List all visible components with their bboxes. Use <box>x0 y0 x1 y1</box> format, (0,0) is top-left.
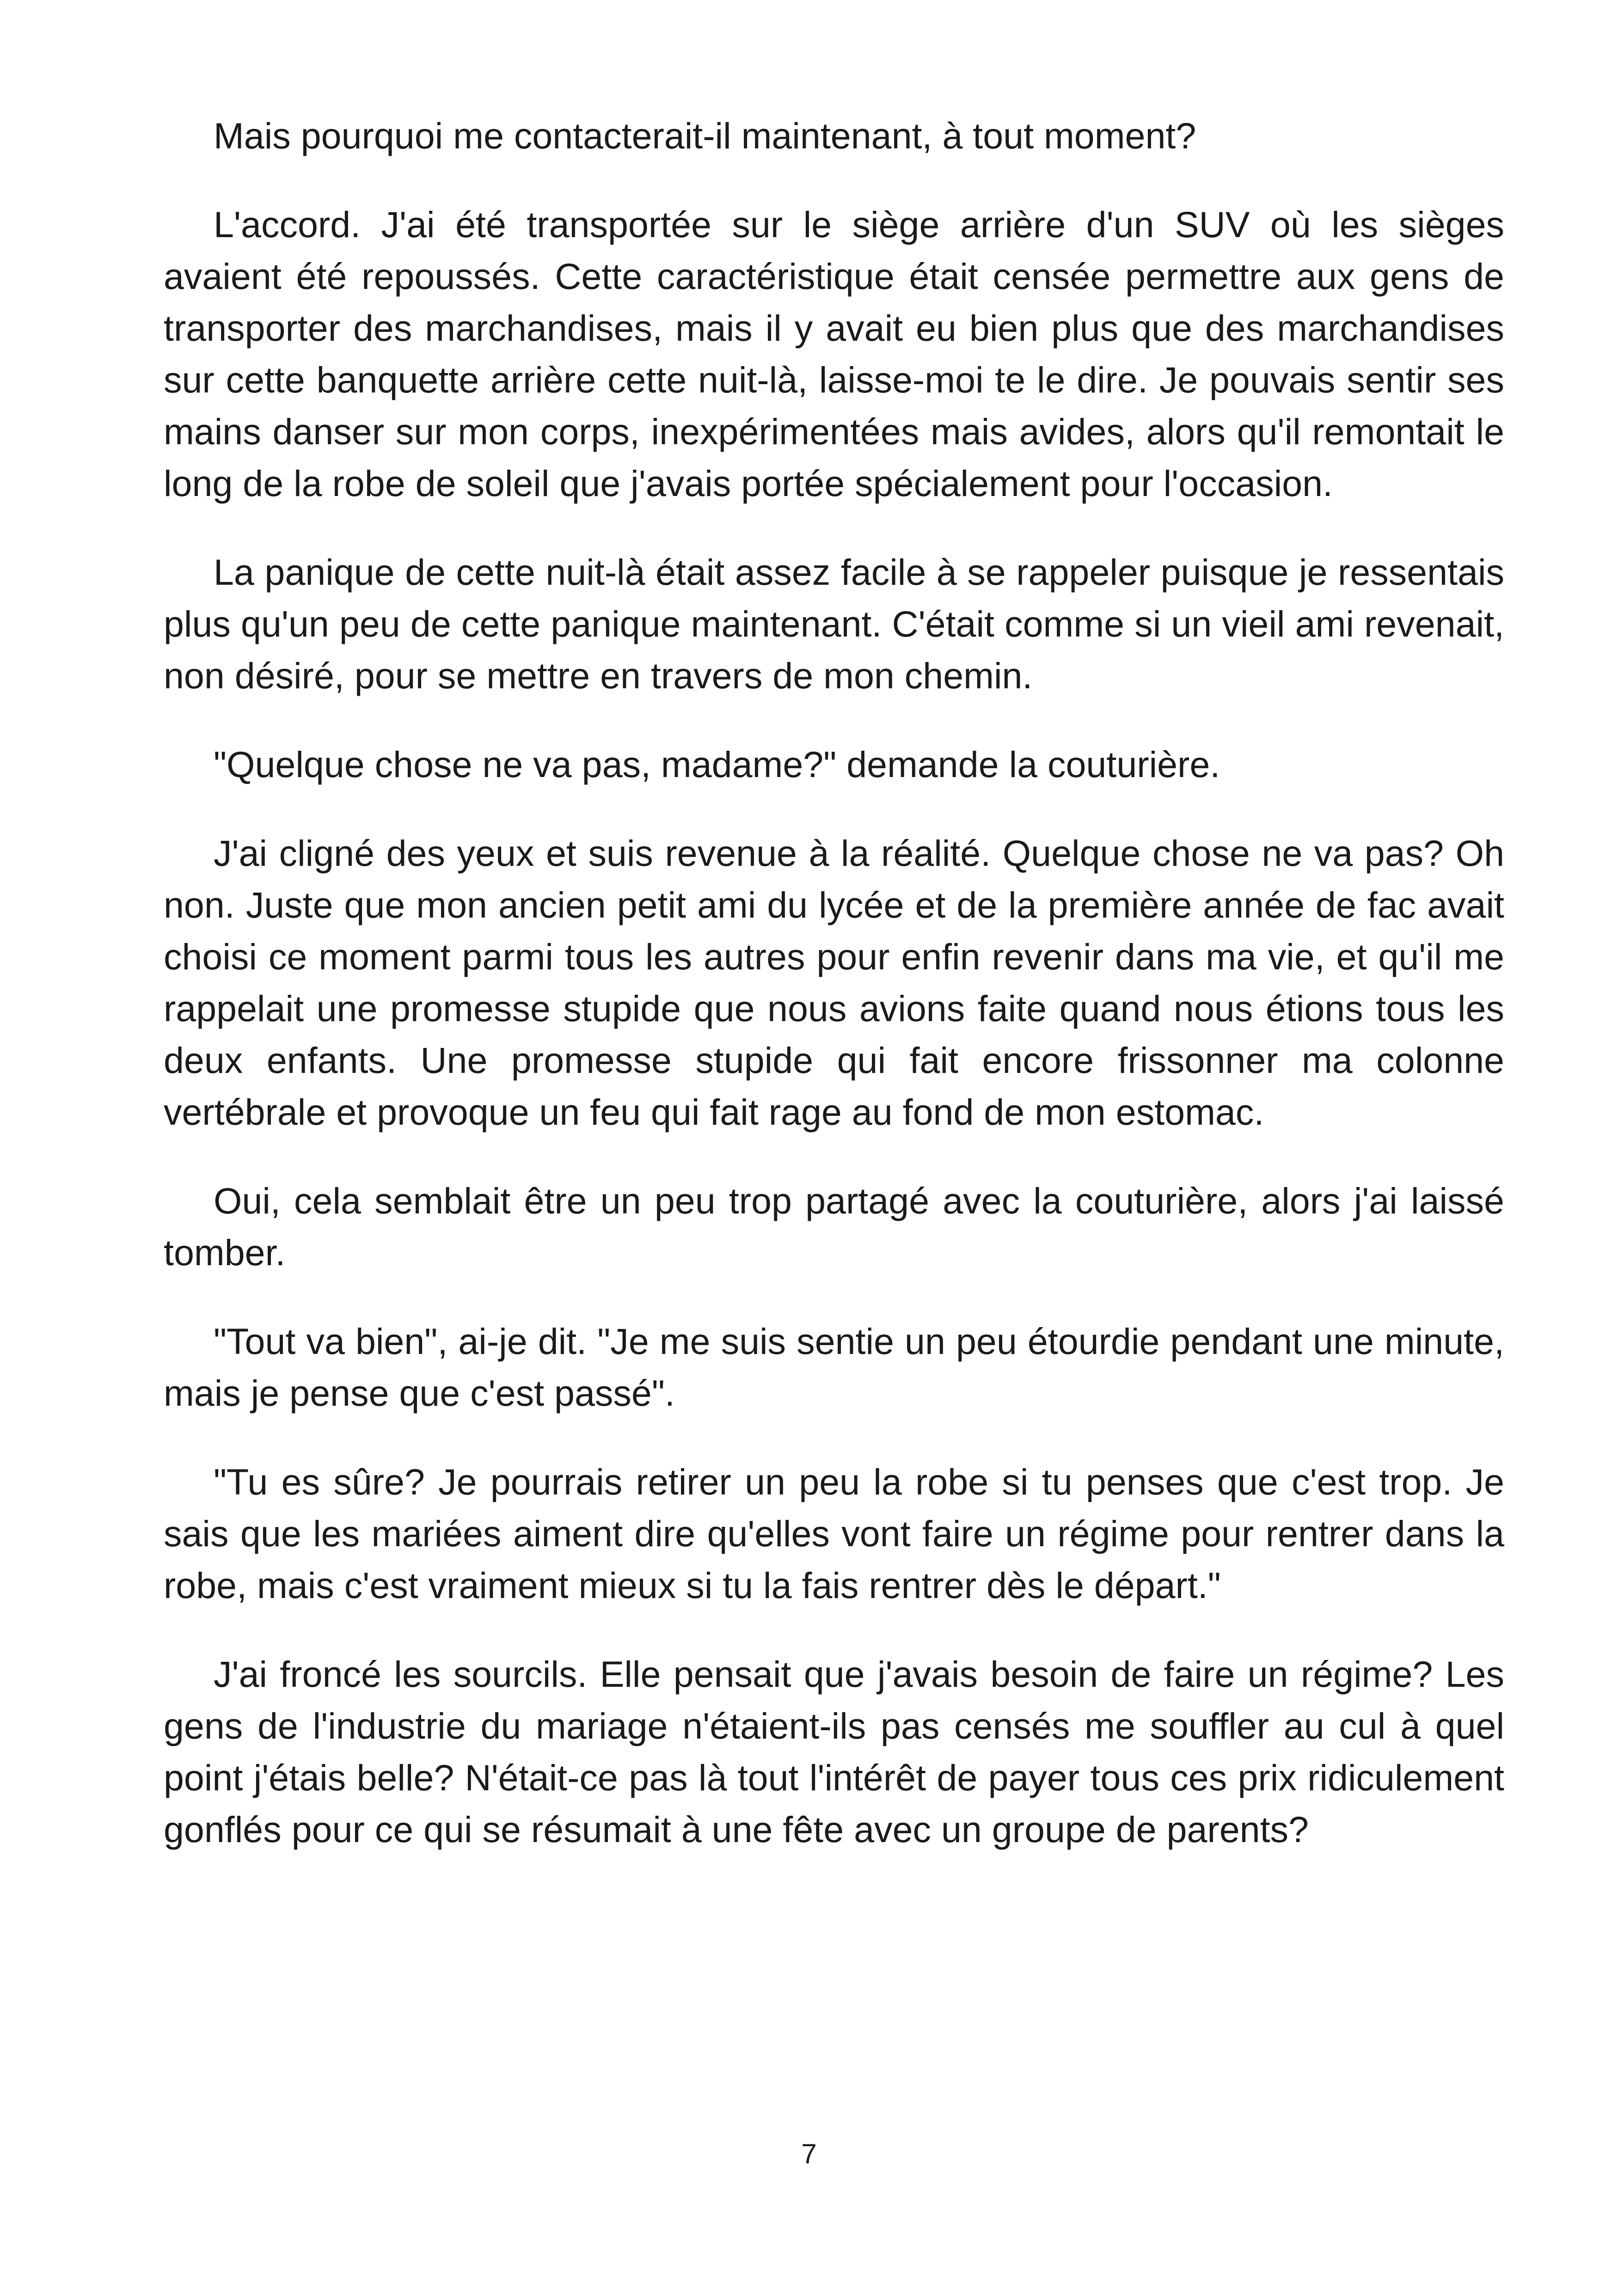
paragraph: La panique de cette nuit-là était assez facile à se rappeler puisque je ressentais plus qu'un peu de cette panique maintenant. C'était comme si un vieil ami revenait, non désiré, pour se mettre en travers de mon chemin. <box>164 551 1504 696</box>
body-text <box>164 110 1504 1892</box>
paragraph: J'ai froncé les sourcils. Elle pensait que j'avais besoin de faire un régime? Les gens de l'industrie du mariage n'étaient-ils pas censés me souffler au cul à quel point j'étais belle? N'était-ce pas là tout l'intérêt de payer tous ces prix ridiculement gonflés pour ce qui se résumait à une fête avec un groupe de parents? <box>164 1653 1504 1850</box>
paragraph: Oui, cela semblait être un peu trop partagé avec la couturière, alors j'ai laissé tomber. <box>164 1180 1504 1273</box>
paragraph: "Tu es sûre? Je pourrais retirer un peu la robe si tu penses que c'est trop. Je sais que les mariées aiment dire qu'elles vont faire un régime pour rentrer dans la robe, mais c'est vraiment mieux si tu la fais rentrer dès le départ." <box>164 1461 1504 1606</box>
paragraph: J'ai cligné des yeux et suis revenue à la réalité. Quelque chose ne va pas? Oh non. Juste que mon ancien petit ami du lycée et de la première année de fac avait choisi ce moment parmi tous les autres pour enfin revenir dans ma vie, et qu'il me rappelait une promesse stupide que nous avions faite quand nous étions tous les deux enfants. Une promesse stupide qui fait encore frissonner ma colonne vertébrale et provoque un feu qui fait rage au fond de mon estomac. <box>164 833 1504 1133</box>
page-number: 7 <box>801 2138 817 2169</box>
paragraph: L'accord. J'ai été transportée sur le siège arrière d'un SUV où les sièges avaient été repoussés. Cette caractéristique était censée permettre aux gens de transporter des marchandises, mais il y avait eu bien plus que des marchandises sur cette banquette arrière cette nuit-là, laisse-moi te le dire. Je pouvais sentir ses mains danser sur mon corps, inexpérimentées mais avides, alors qu'il remontait le long de la robe de soleil que j'avais portée spécialement pour l'occasion. <box>164 204 1504 504</box>
paragraph: Mais pourquoi me contacterait-il maintenant, à tout moment? <box>214 115 1196 156</box>
paragraph: "Quelque chose ne va pas, madame?" demande la couturière. <box>214 744 1220 785</box>
paragraph: "Tout va bien", ai-je dit. "Je me suis sentie un peu étourdie pendant une minute, mais je pense que c'est passé". <box>164 1321 1504 1414</box>
